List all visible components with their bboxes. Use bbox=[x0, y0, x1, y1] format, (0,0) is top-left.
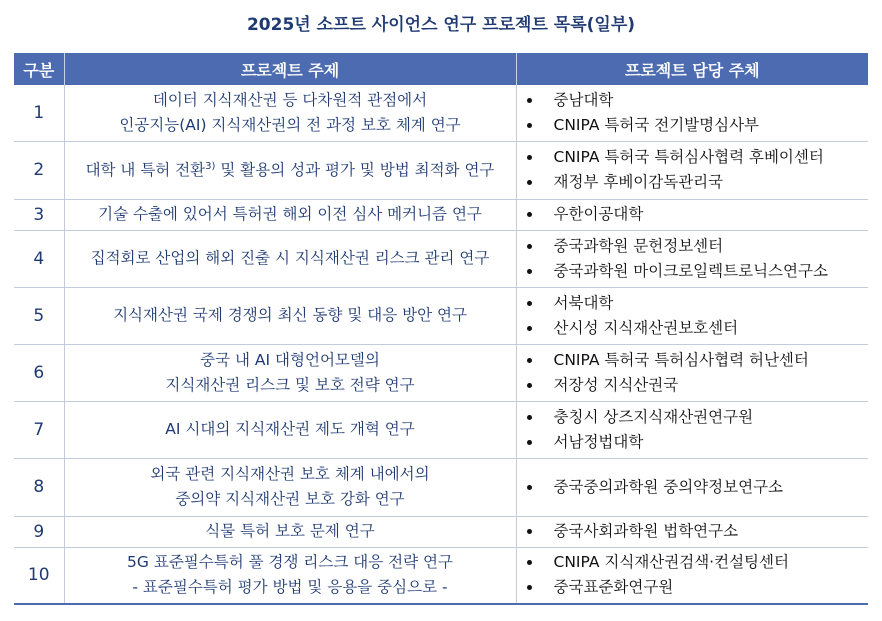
topic-line: 식물 특허 보호 문제 연구 bbox=[205, 522, 375, 540]
row-number: 1 bbox=[14, 85, 64, 141]
project-owners bbox=[516, 85, 868, 141]
table-row bbox=[14, 458, 868, 516]
table-row bbox=[14, 230, 868, 287]
project-topic bbox=[64, 516, 516, 547]
project-owners bbox=[516, 344, 868, 401]
owner-item: CNIPA 지식재산권검색·컨설팅센터 bbox=[525, 550, 869, 575]
owner-item: 중국과학원 문헌정보센터 bbox=[525, 234, 869, 259]
project-owners bbox=[516, 458, 868, 516]
project-owners bbox=[516, 199, 868, 230]
row-number: 4 bbox=[14, 230, 64, 287]
owner-item: 저장성 지식산권국 bbox=[525, 373, 869, 398]
row-number: 3 bbox=[14, 199, 64, 230]
project-owners bbox=[516, 401, 868, 458]
topic-line: 집적회로 산업의 해외 진출 시 지식재산권 리스크 관리 연구 bbox=[90, 249, 490, 267]
row-number: 7 bbox=[14, 401, 64, 458]
project-owners bbox=[516, 287, 868, 344]
table-row bbox=[14, 344, 868, 401]
project-topic bbox=[64, 199, 516, 230]
topic-text: 대학 내 특허 전환 bbox=[85, 160, 206, 179]
topic-line: 인공지능(AI) 지식재산권의 전 과정 보호 체계 연구 bbox=[119, 115, 461, 134]
owner-item: 산시성 지식재산권보호센터 bbox=[525, 316, 869, 341]
topic-line: 지식재산권 리스크 및 보호 전략 연구 bbox=[165, 375, 415, 394]
project-topic bbox=[64, 458, 516, 516]
row-number: 2 bbox=[14, 141, 64, 199]
table-row bbox=[14, 85, 868, 141]
owner-item: 서남정법대학 bbox=[525, 430, 869, 455]
table-row bbox=[14, 199, 868, 230]
table-header-row bbox=[14, 53, 868, 85]
topic-line: - 표준필수특허 평가 방법 및 응용을 중심으로 - bbox=[132, 578, 448, 597]
page-title: 2025년 소프트 사이언스 연구 프로젝트 목록(일부) bbox=[246, 15, 636, 35]
topic-line: 외국 관련 지식재산권 보호 체계 내에서의 bbox=[150, 465, 430, 483]
project-owners bbox=[516, 547, 868, 604]
table-row bbox=[14, 287, 868, 344]
row-number: 8 bbox=[14, 458, 64, 516]
topic-line: 중의약 지식재산권 보호 강화 연구 bbox=[175, 490, 405, 508]
table-row bbox=[14, 401, 868, 458]
topic-line bbox=[69, 158, 512, 183]
project-topic bbox=[64, 401, 516, 458]
project-owners bbox=[516, 141, 868, 199]
owner-item: 충칭시 상즈지식재산권연구원 bbox=[525, 405, 869, 430]
owner-item: 중국사회과학원 법학연구소 bbox=[525, 519, 869, 544]
owner-item: CNIPA 특허국 전기발명심사부 bbox=[525, 113, 869, 138]
project-topic bbox=[64, 344, 516, 401]
project-topic bbox=[64, 547, 516, 604]
project-topic bbox=[64, 141, 516, 199]
topic-line: 데이터 지식재산권 등 다차원적 관점에서 bbox=[152, 90, 428, 109]
owner-item: 서북대학 bbox=[525, 291, 869, 316]
owner-item: 중국과학원 마이크로일렉트로닉스연구소 bbox=[525, 259, 869, 284]
header-topic: 프로젝트 주제 bbox=[64, 53, 516, 85]
row-number: 5 bbox=[14, 287, 64, 344]
topic-line: 중국 내 AI 대형언어모델의 bbox=[200, 350, 380, 369]
header-owner: 프로젝트 담당 주체 bbox=[516, 53, 868, 85]
project-table bbox=[14, 53, 868, 605]
owner-item: 중국중의과학원 중의약정보연구소 bbox=[525, 475, 869, 500]
project-topic bbox=[64, 287, 516, 344]
row-number: 10 bbox=[14, 547, 64, 604]
row-number: 6 bbox=[14, 344, 64, 401]
table-row bbox=[14, 141, 868, 199]
project-topic bbox=[64, 230, 516, 287]
owner-item: CNIPA 특허국 특허심사협력 후베이센터 bbox=[525, 145, 869, 170]
project-owners bbox=[516, 230, 868, 287]
topic-line: AI 시대의 지식재산권 제도 개혁 연구 bbox=[165, 420, 415, 438]
topic-line: 기술 수출에 있어서 특허권 해외 이전 심사 메커니즘 연구 bbox=[98, 205, 482, 223]
project-owners bbox=[516, 516, 868, 547]
row-number: 9 bbox=[14, 516, 64, 547]
footnote-marker: 3) bbox=[205, 160, 216, 172]
owner-item: CNIPA 특허국 특허심사협력 허난센터 bbox=[525, 348, 869, 373]
header-category: 구분 bbox=[14, 53, 64, 85]
topic-text: 및 활용의 성과 평가 및 방법 최적화 연구 bbox=[215, 160, 495, 179]
topic-line: 지식재산권 국제 경쟁의 최신 동향 및 대응 방안 연구 bbox=[113, 306, 467, 324]
table-row bbox=[14, 516, 868, 547]
topic-line: 5G 표준필수특허 풀 경쟁 리스크 대응 전략 연구 bbox=[127, 553, 453, 572]
owner-item: 중국표준화연구원 bbox=[525, 575, 869, 600]
project-topic bbox=[64, 85, 516, 141]
owner-item: 중남대학 bbox=[525, 88, 869, 113]
table-row bbox=[14, 547, 868, 604]
owner-item: 재정부 후베이감독관리국 bbox=[525, 170, 869, 195]
owner-item: 우한이공대학 bbox=[525, 202, 869, 227]
